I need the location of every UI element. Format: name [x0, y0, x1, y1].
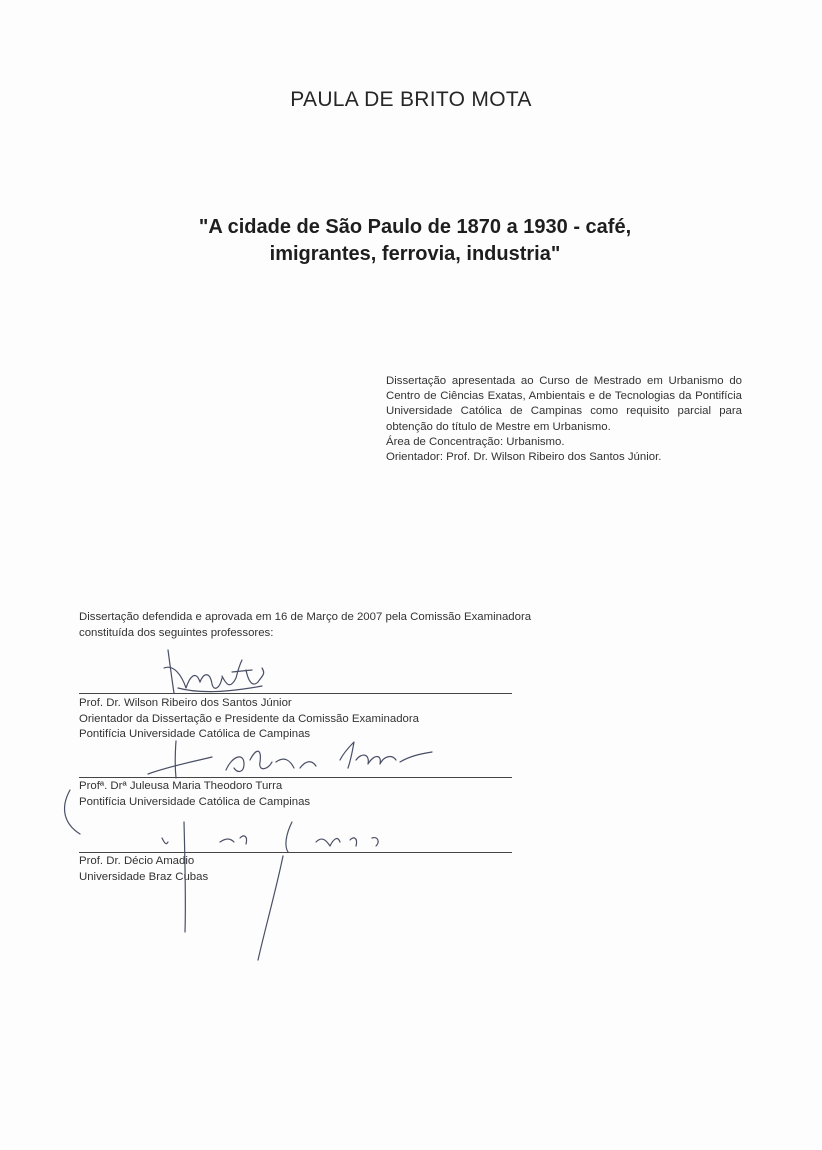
description-concentration-area: Área de Concentração: Urbanismo. [386, 435, 565, 448]
member-3-institution: Universidade Braz Cubas [79, 870, 209, 883]
title-line-2: imigrantes, ferrovia, industria" [269, 243, 561, 265]
member-3-name: Prof. Dr. Décio Amadio [79, 855, 195, 867]
title-line-1: "A cidade de São Paulo de 1870 a 1930 - café, [198, 216, 632, 238]
author-name: PAULA DE BRITO MOTA [290, 88, 532, 111]
member-1-name: Prof. Dr. Wilson Ribeiro dos Santos Júnior [79, 697, 292, 709]
member-1-role: Orientador da Dissertação e Presidente da Comissão Examinadora [79, 712, 419, 725]
defense-line-2: constituída dos seguintes professores: [79, 626, 274, 639]
signature-2-image [65, 741, 432, 834]
description-purpose: Dissertação apresentada ao Curso de Mestrado em Urbanismo do Centro de Ciências Exatas, Ambientais e de Tecnologias da Pontifícia Universidade Católica de Campinas como requisito parcial para obtenção do título de Mestre em Urbanismo. [386, 375, 742, 433]
member-1-institution: Pontifícia Universidade Católica de Campinas [79, 728, 311, 740]
signature-3-image [162, 822, 378, 960]
member-2-institution: Pontifícia Universidade Católica de Campinas [79, 795, 311, 808]
defense-line-1: Dissertação defendida e aprovada em 16 de Março de 2007 pela Comissão Examinadora [79, 611, 532, 623]
signature-1-image [164, 650, 264, 693]
member-2-name: Profª. Drª Juleusa Maria Theodoro Turra [79, 780, 283, 792]
description-advisor: Orientador: Prof. Dr. Wilson Ribeiro dos Santos Júnior. [386, 451, 662, 464]
